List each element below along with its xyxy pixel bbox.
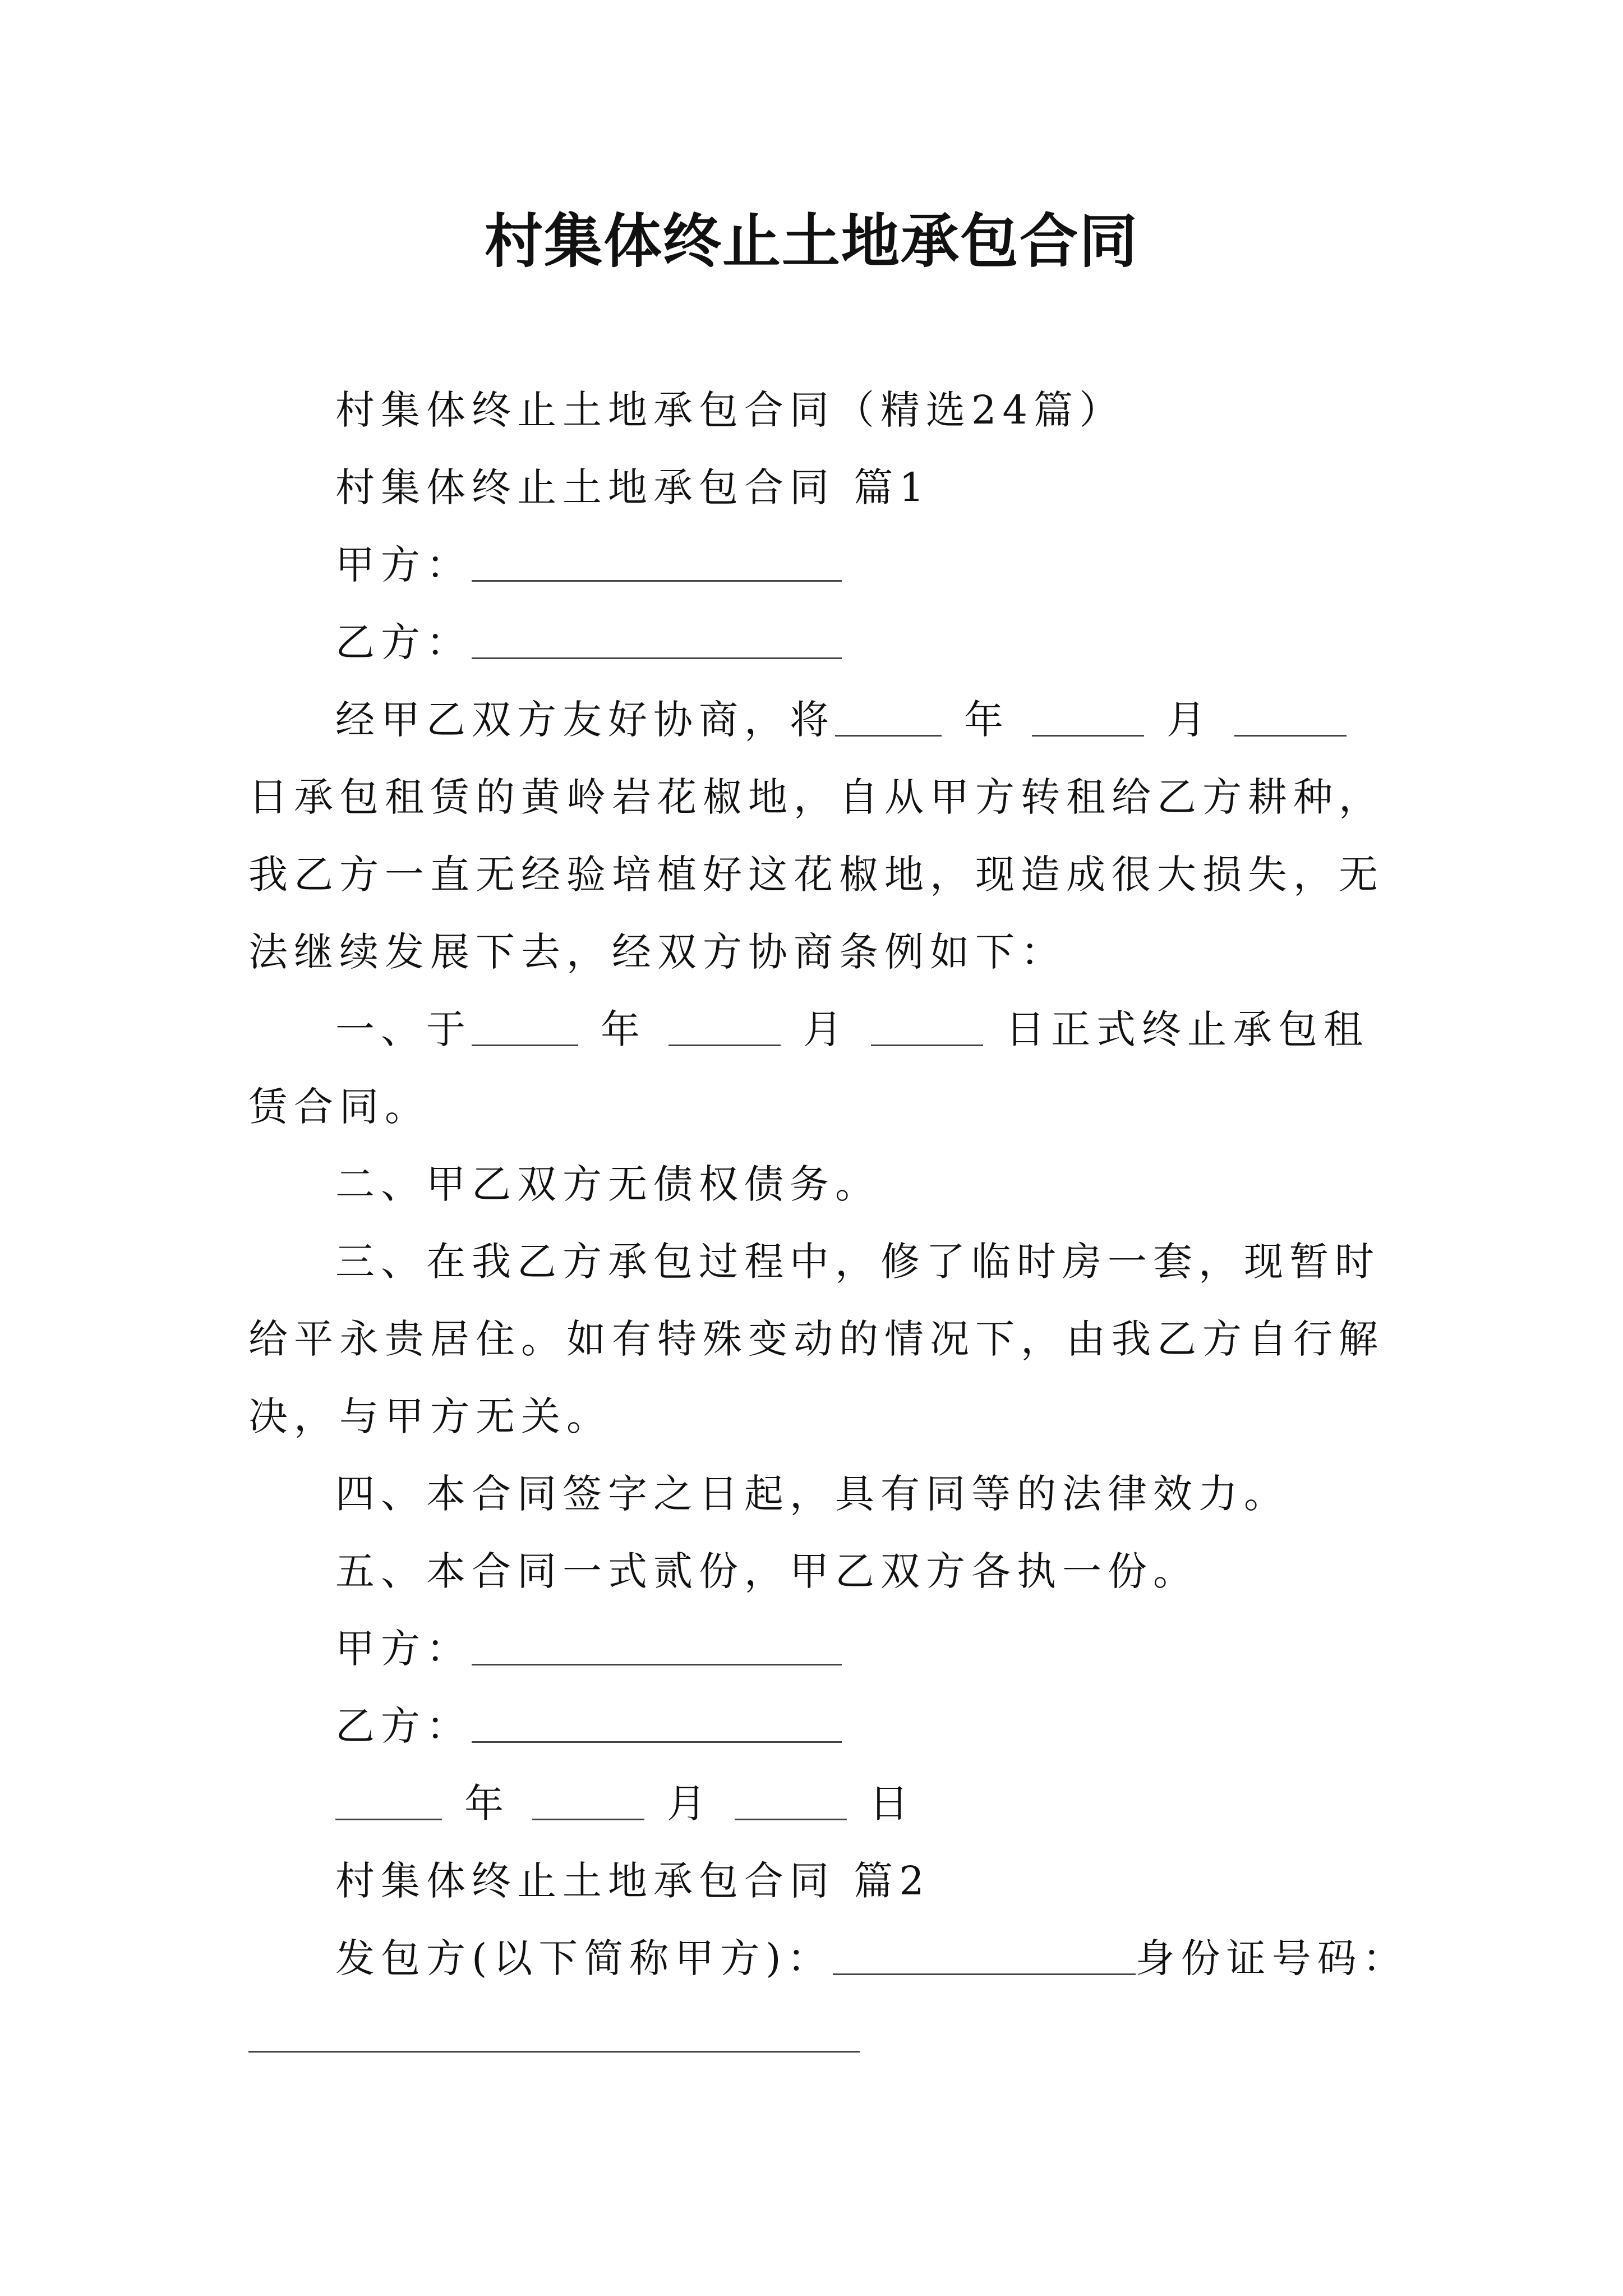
item1-month-blank (668, 1022, 781, 1046)
sign-year: 年 (464, 1780, 510, 1826)
item-1 (248, 991, 1393, 1145)
party-a-label: 甲方： (335, 542, 472, 588)
party-b-label: 乙方： (335, 619, 472, 665)
intro-month: 月 (1166, 697, 1212, 743)
intro-paragraph (248, 681, 1393, 991)
subtitle: 村集体终止土地承包合同（精选24篇） (335, 387, 1125, 433)
contractor-label: 发包方(以下简称甲方)： (335, 1935, 833, 1981)
item-4: 四、本合同签字之日起，具有同等的法律效力。 (335, 1471, 1289, 1517)
id-label: 身份证号码： (1135, 1935, 1408, 1981)
id-number-line (248, 1997, 1393, 2074)
item-2: 二、甲乙双方无债权债务。 (335, 1161, 880, 1207)
sign-date-line (248, 1765, 1393, 1842)
sign-year-blank (335, 1796, 442, 1820)
party-b-line (248, 604, 1393, 681)
item1-year-blank (472, 1022, 578, 1046)
party-a-line (248, 526, 1393, 604)
intro-month-blank (1032, 712, 1144, 737)
contractor-line (248, 1920, 1408, 1997)
item1-month: 月 (803, 1006, 849, 1052)
section-heading-1: 村集体终止土地承包合同 篇1 (335, 464, 930, 510)
sign-month: 月 (667, 1780, 712, 1826)
intro-day-blank (1234, 712, 1347, 737)
sign-day: 日 (869, 1780, 915, 1826)
party-b-blank (472, 635, 842, 659)
item-5: 五、本合同一式贰份，甲乙双方各执一份。 (335, 1548, 1198, 1594)
sign-party-a-blank (472, 1641, 842, 1665)
sign-month-blank (532, 1796, 644, 1820)
item1-year: 年 (601, 1006, 646, 1052)
intro-end: 日承包租赁的黄岭岩花椒地，自从甲方转租给乙方耕种，我乙方一直无经验培植好这花椒地，现造成很大损失，无法继续发展下去，经双方协商条例如下： (248, 774, 1384, 975)
party-a-blank (472, 558, 842, 582)
section-heading-2: 村集体终止土地承包合同 篇2 (335, 1858, 930, 1904)
sign-party-b-label: 乙方： (335, 1703, 472, 1749)
item1-end: 日正式终止承包租赁合同。 (248, 1006, 1369, 1130)
intro-year: 年 (964, 697, 1009, 743)
contractor-blank (833, 1951, 1136, 1975)
id-number-blank (248, 2028, 860, 2053)
document-body (248, 371, 1408, 2074)
sign-party-a-label: 甲方： (335, 1626, 472, 1672)
sign-day-blank (735, 1796, 847, 1820)
sign-party-b-blank (472, 1719, 842, 1743)
item1-start: 一、于 (335, 1006, 472, 1052)
sign-party-b-line (248, 1687, 1393, 1765)
sign-party-a-line (248, 1610, 1393, 1687)
intro-year-blank (835, 712, 942, 737)
item-3: 三、在我乙方承包过程中，修了临时房一套，现暂时给平永贵居住。如有特殊变动的情况下，由我乙方自行解决，与甲方无关。 (248, 1239, 1384, 1439)
document-title: 村集体终止土地承包合同 (484, 206, 1138, 275)
item1-day-blank (871, 1022, 983, 1046)
intro-start: 经甲乙双方友好协商，将 (335, 697, 835, 743)
